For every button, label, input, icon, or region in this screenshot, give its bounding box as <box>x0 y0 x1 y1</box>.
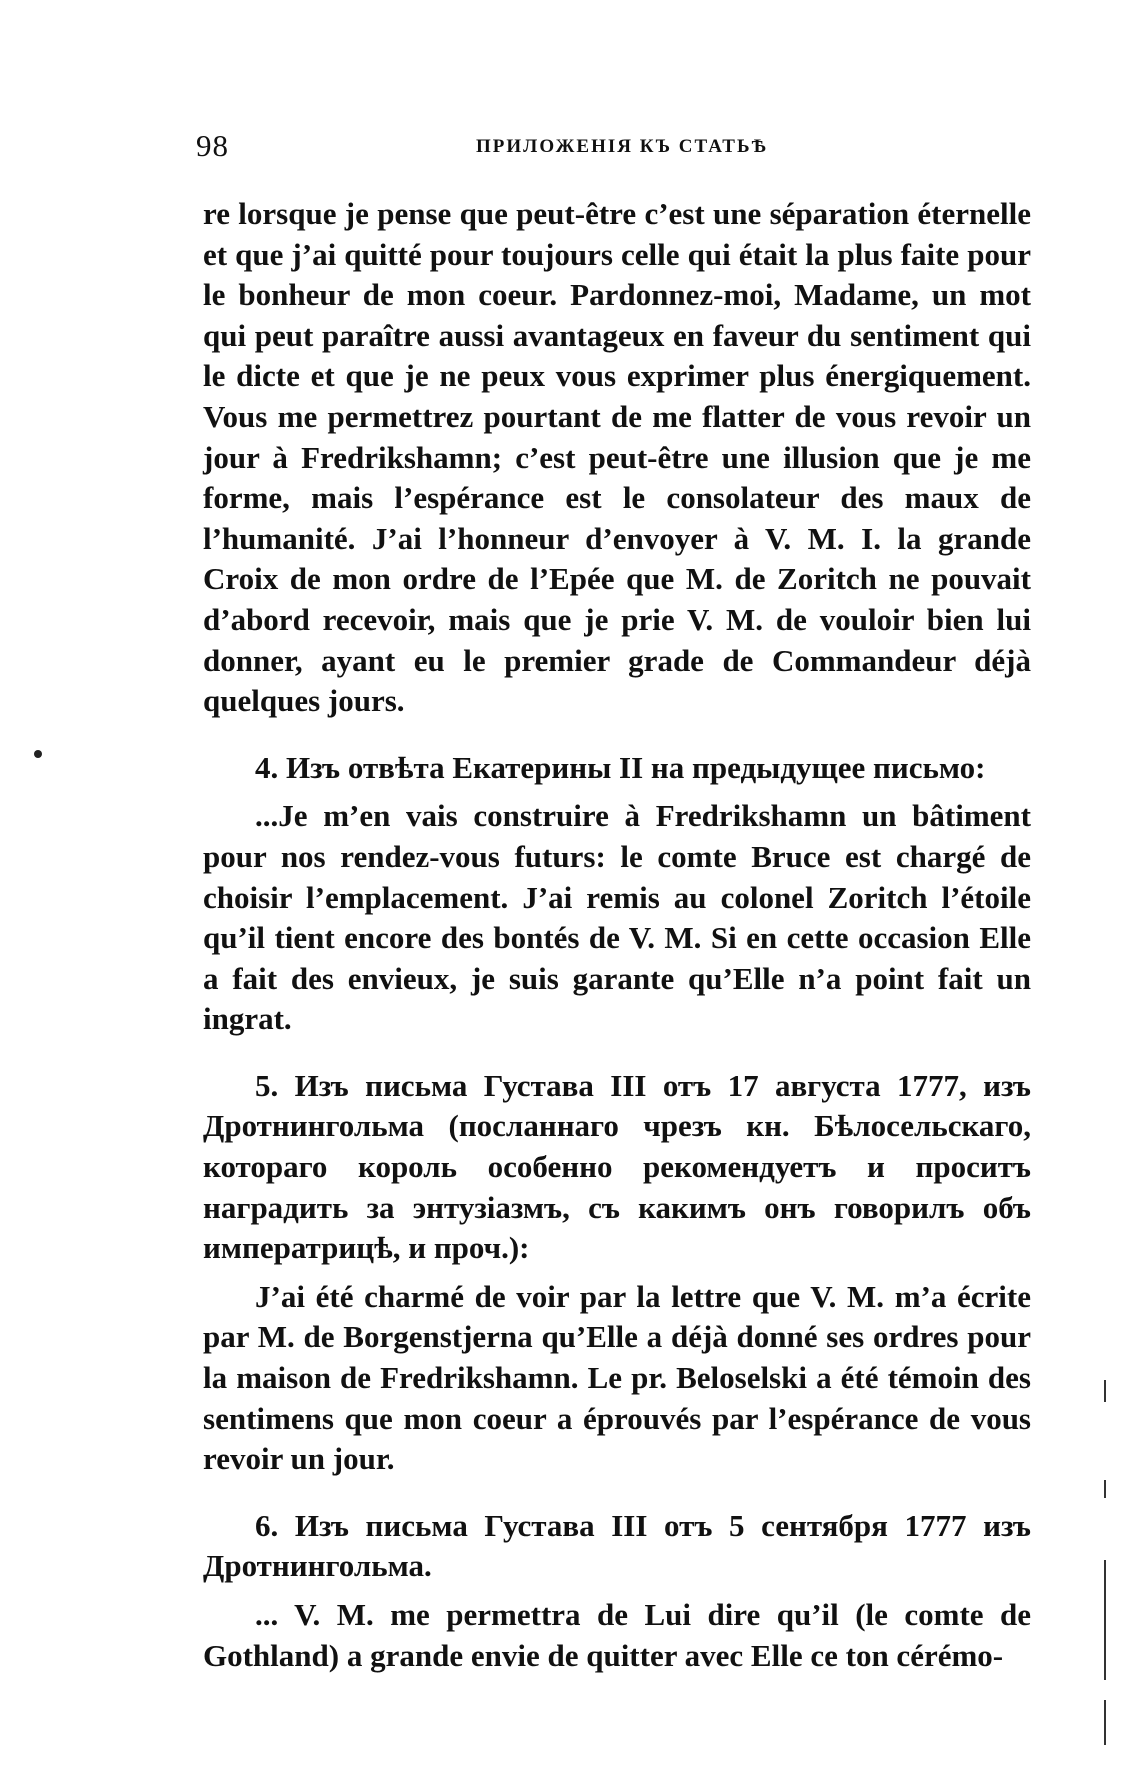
scan-edge-mark <box>1104 1480 1106 1498</box>
section-6-heading: 6. Изъ письма Густава III отъ 5 сентября 1777 изъ Дротнингольма. <box>203 1507 1031 1584</box>
gustav-second-letter-paragraph: ... V. M. me permettra de Lui dire qu’il (le comte de Gothland) a grande envie de quitter avec Elle ce ton cérémo- <box>203 1597 1031 1673</box>
body-text <box>203 194 1031 1676</box>
gustav-letter-paragraph: J’ai été charmé de voir par la lettre que V. M. m’a écrite par M. de Borgenstjerna qu’Elle a déjà donné ses ordres pour la maison de Fredrikshamn. Le pr. Beloselski a été témoin des sentimens que mon coeur a éprouvés par l’espérance de vous revoir un jour. <box>203 1278 1031 1477</box>
scan-edge-mark <box>1104 1700 1106 1745</box>
catherine-reply-paragraph: ...Je m’en vais construire à Fredrikshamn un bâtiment pour nos rendez-vous futurs: le comte Bruce est chargé de choisir l’emplacement. J’ai remis au colonel Zoritch l’étoile qu’il tient encore des bontés de V. M. Si en cette occasion Elle a fait des envieux, je suis garante qu’Elle n’a point fait un ingrat. <box>203 798 1031 1037</box>
scan-edge-mark <box>1104 1560 1106 1680</box>
scan-edge-mark <box>1104 1380 1106 1402</box>
section-5-heading: 5. Изъ письма Густава III отъ 17 августа 1777, изъ Дротнингольма (посланнаго чрезъ кн. Бѣлосельскаго, котораго король особенно рекомендуетъ и проситъ наградить за энтузіазмъ, съ какимъ онъ говорилъ объ императрицѣ, и проч.): <box>203 1067 1031 1266</box>
page-number: 98 <box>196 128 229 163</box>
section-4-heading: 4. Изъ отвѣта Екатерины II на предыдущее письмо: <box>255 749 986 785</box>
running-title: ПРИЛОЖЕНІЯ КЪ СТАТЬѢ <box>476 136 769 157</box>
margin-speck <box>34 750 42 758</box>
letter-continuation-paragraph: re lorsque je pense que peut-être c’est une séparation éternelle et que j’ai quitté pour toujours celle qui était la plus faite pour le bonheur de mon coeur. Pardonnez-moi, Madame, un mot qui peut paraître aussi avantageux en faveur du sentiment qui le dicte et que je ne peux vous exprimer plus énergiquement. Vous me permettrez pourtant de me flatter de vous revoir un jour à Fredrikshamn; c’est peut-être une illusion que je me forme, mais l’espérance est le consolateur des maux de l’humanité. J’ai l’honneur d’envoyer à V. M. I. la grande Croix de mon ordre de l’Epée que M. de Zoritch ne pouvait d’abord recevoir, mais que je prie V. M. de vouloir bien lui donner, ayant eu le premier grade de Commandeur déjà quelques jours. <box>203 196 1031 719</box>
page-header <box>196 128 1036 168</box>
